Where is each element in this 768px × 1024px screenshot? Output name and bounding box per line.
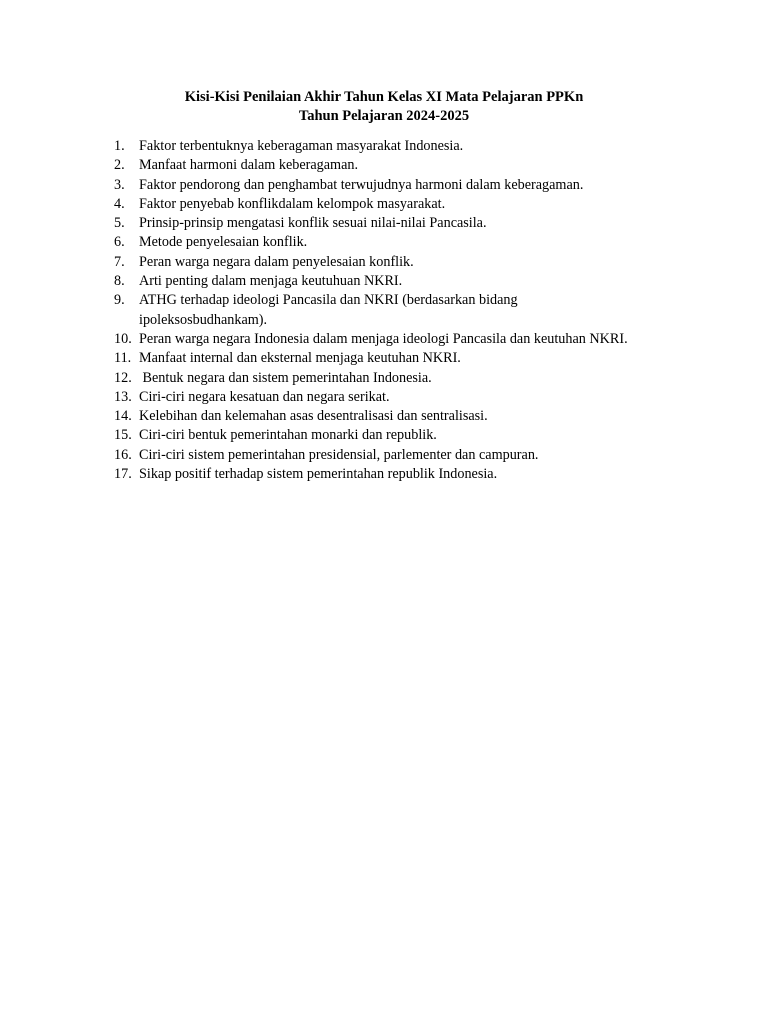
list-item — [114, 407, 734, 426]
item-text: Kelebihan dan kelemahan asas desentralisasi dan sentralisasi. — [139, 408, 488, 425]
item-number: 10. — [114, 330, 132, 347]
list-item — [114, 291, 734, 330]
item-number: 5. — [114, 215, 125, 232]
list-item — [114, 156, 734, 175]
list-item — [114, 253, 734, 272]
item-text: ATHG terhadap ideologi Pancasila dan NKRI (berdasarkan bidang ipoleksosbudhankam). — [139, 292, 518, 328]
item-number: 17. — [114, 466, 132, 483]
item-number: 1. — [114, 138, 125, 154]
list-item — [114, 465, 734, 484]
item-text: Faktor pendorong dan penghambat terwujudnya harmoni dalam keberagaman. — [139, 176, 584, 193]
item-text: Arti penting dalam menjaga keutuhuan NKRI. — [139, 273, 403, 290]
item-number: 13. — [114, 388, 132, 405]
item-text: Bentuk negara dan sistem pemerintahan Indonesia. — [139, 369, 432, 386]
item-text: Manfaat harmoni dalam keberagaman. — [139, 157, 359, 174]
list-item — [114, 195, 734, 214]
item-text: Peran warga negara Indonesia dalam menjaga ideologi Pancasila dan keutuhan NKRI. — [139, 330, 628, 347]
item-text: Peran warga negara dalam penyelesaian konflik. — [139, 253, 414, 270]
item-number: 2. — [114, 157, 125, 174]
list-item — [114, 388, 734, 407]
item-number: 15. — [114, 427, 132, 444]
list-item — [114, 233, 734, 252]
document-title — [0, 88, 768, 126]
item-text: Prinsip-prinsip mengatasi konflik sesuai nilai-nilai Pancasila. — [139, 215, 487, 232]
list-item — [114, 330, 734, 349]
item-number: 9. — [114, 292, 125, 309]
title-line-1: Kisi-Kisi Penilaian Akhir Tahun Kelas XI Mata Pelajaran PPKn — [184, 89, 584, 105]
item-number: 12. — [114, 369, 132, 386]
item-text: Ciri-ciri bentuk pemerintahan monarki dan republik. — [139, 427, 437, 444]
item-number: 7. — [114, 253, 125, 270]
list-item — [114, 272, 734, 291]
list-item — [114, 426, 734, 445]
item-number: 3. — [114, 176, 125, 193]
list-item — [114, 176, 734, 195]
item-text: Sikap positif terhadap sistem pemerintahan republik Indonesia. — [139, 466, 498, 483]
item-text: Faktor penyebab konflikdalam kelompok masyarakat. — [139, 195, 446, 212]
item-text: Ciri-ciri sistem pemerintahan presidensial, parlementer dan campuran. — [139, 446, 539, 463]
item-number: 4. — [114, 195, 125, 212]
list-item — [114, 446, 734, 465]
list-item — [114, 369, 734, 388]
item-text: Metode penyelesaian konflik. — [139, 234, 308, 251]
grid-items-list — [114, 137, 734, 484]
item-number: 8. — [114, 273, 125, 290]
list-item — [114, 214, 734, 233]
list-item — [114, 349, 734, 368]
item-number: 16. — [114, 446, 132, 463]
item-text: Ciri-ciri negara kesatuan dan negara serikat. — [139, 388, 390, 405]
item-text: Faktor terbentuknya keberagaman masyarakat Indonesia. — [139, 138, 464, 154]
item-number: 14. — [114, 408, 132, 425]
title-line-2: Tahun Pelajaran 2024-2025 — [298, 108, 470, 124]
item-number: 6. — [114, 234, 125, 251]
item-number: 11. — [114, 350, 132, 367]
list-item — [114, 137, 734, 156]
item-text: Manfaat internal dan eksternal menjaga keutuhan NKRI. — [139, 350, 461, 367]
